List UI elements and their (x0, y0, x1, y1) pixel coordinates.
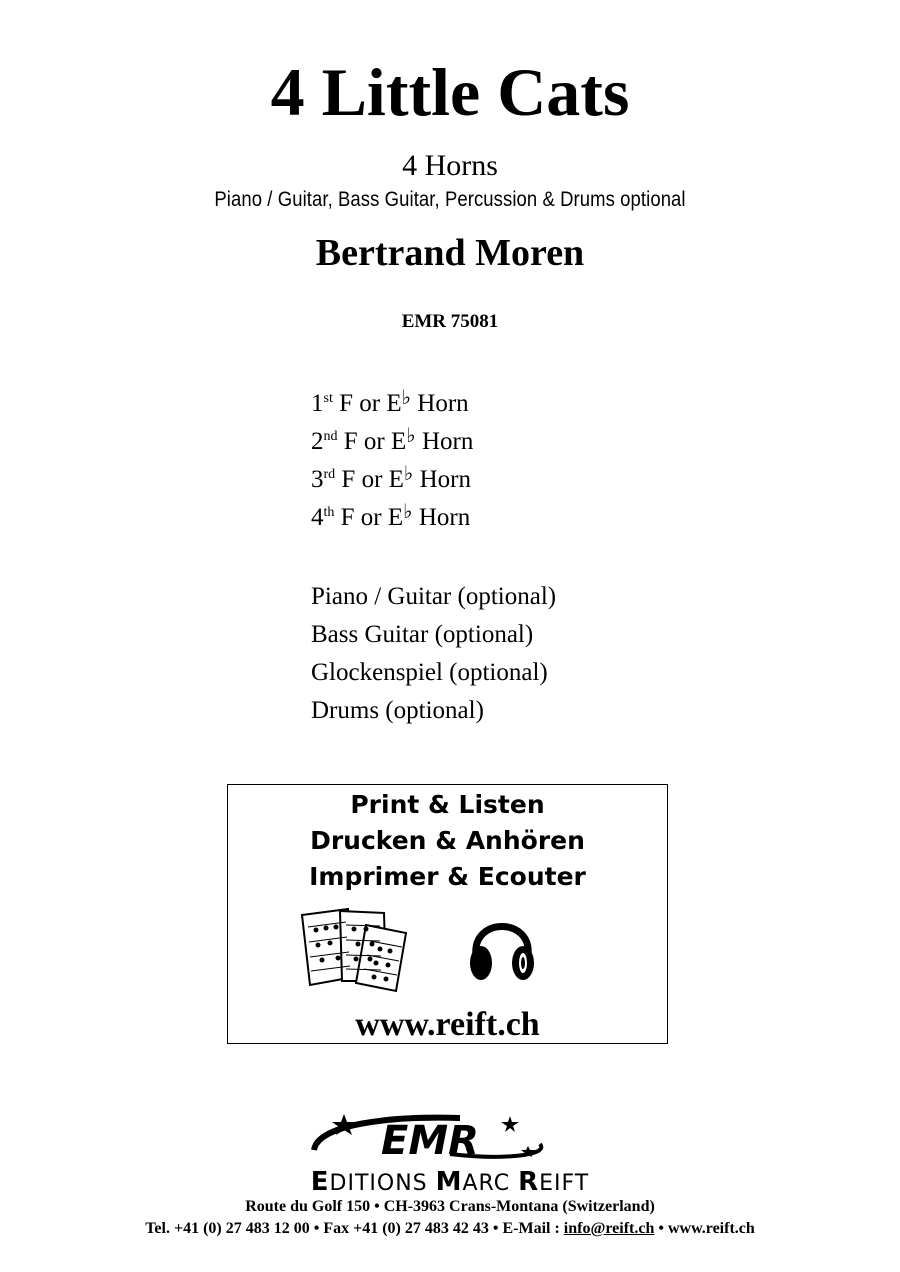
composer-name: Bertrand Moren (315, 232, 585, 274)
promo-website[interactable]: www.reift.ch (355, 1006, 540, 1043)
emr-logo-text: EMR (381, 1118, 479, 1164)
publisher-contact: Tel. +41 (0) 27 483 12 00 • Fax +41 (0) 27 483 42 43 • E-Mail : info@reift.ch • www.reift.ch (145, 1220, 755, 1237)
headphones-icon (466, 907, 538, 985)
flat-symbol: ♭ (406, 425, 416, 447)
catalog-number: EMR 75081 (401, 311, 499, 332)
publisher-address: Route du Golf 150 • CH-3963 Crans-Montana (Switzerland) (245, 1198, 655, 1215)
flat-symbol: ♭ (403, 463, 414, 485)
horn-part: 1st F or E♭ Horn (311, 387, 469, 417)
optional-part: Bass Guitar (optional) (311, 621, 534, 648)
promo-line-french: Imprimer & Ecouter (309, 862, 586, 891)
sheet-music-icon (300, 907, 412, 993)
email-link[interactable]: info@reift.ch (563, 1220, 655, 1237)
horn-part: 3rd F or E♭ Horn (311, 463, 471, 493)
optional-part: Drums (optional) (311, 697, 484, 724)
horn-parts-list (311, 385, 473, 537)
subtitle: 4 Horns (402, 149, 498, 182)
promo-line-english: Print & Listen (350, 790, 545, 819)
optional-part: Piano / Guitar (optional) (311, 583, 557, 610)
optional-part: Glockenspiel (optional) (311, 659, 548, 686)
print-listen-box (227, 784, 668, 1044)
horn-part: 4th F or E♭ Horn (311, 501, 471, 531)
horn-part: 2nd F or E♭ Horn (311, 425, 474, 455)
flat-symbol: ♭ (401, 387, 412, 409)
flat-symbol: ♭ (403, 501, 413, 523)
page-title: 4 Little Cats (270, 54, 630, 130)
instrumentation-line: Piano / Guitar, Bass Guitar, Percussion & Drums optional (214, 188, 686, 211)
optional-parts-list (311, 578, 556, 730)
emr-logo (300, 1110, 600, 1168)
publisher-name: EDITIONS MARC REIFT (310, 1167, 590, 1197)
promo-line-german: Drucken & Anhören (310, 826, 585, 855)
